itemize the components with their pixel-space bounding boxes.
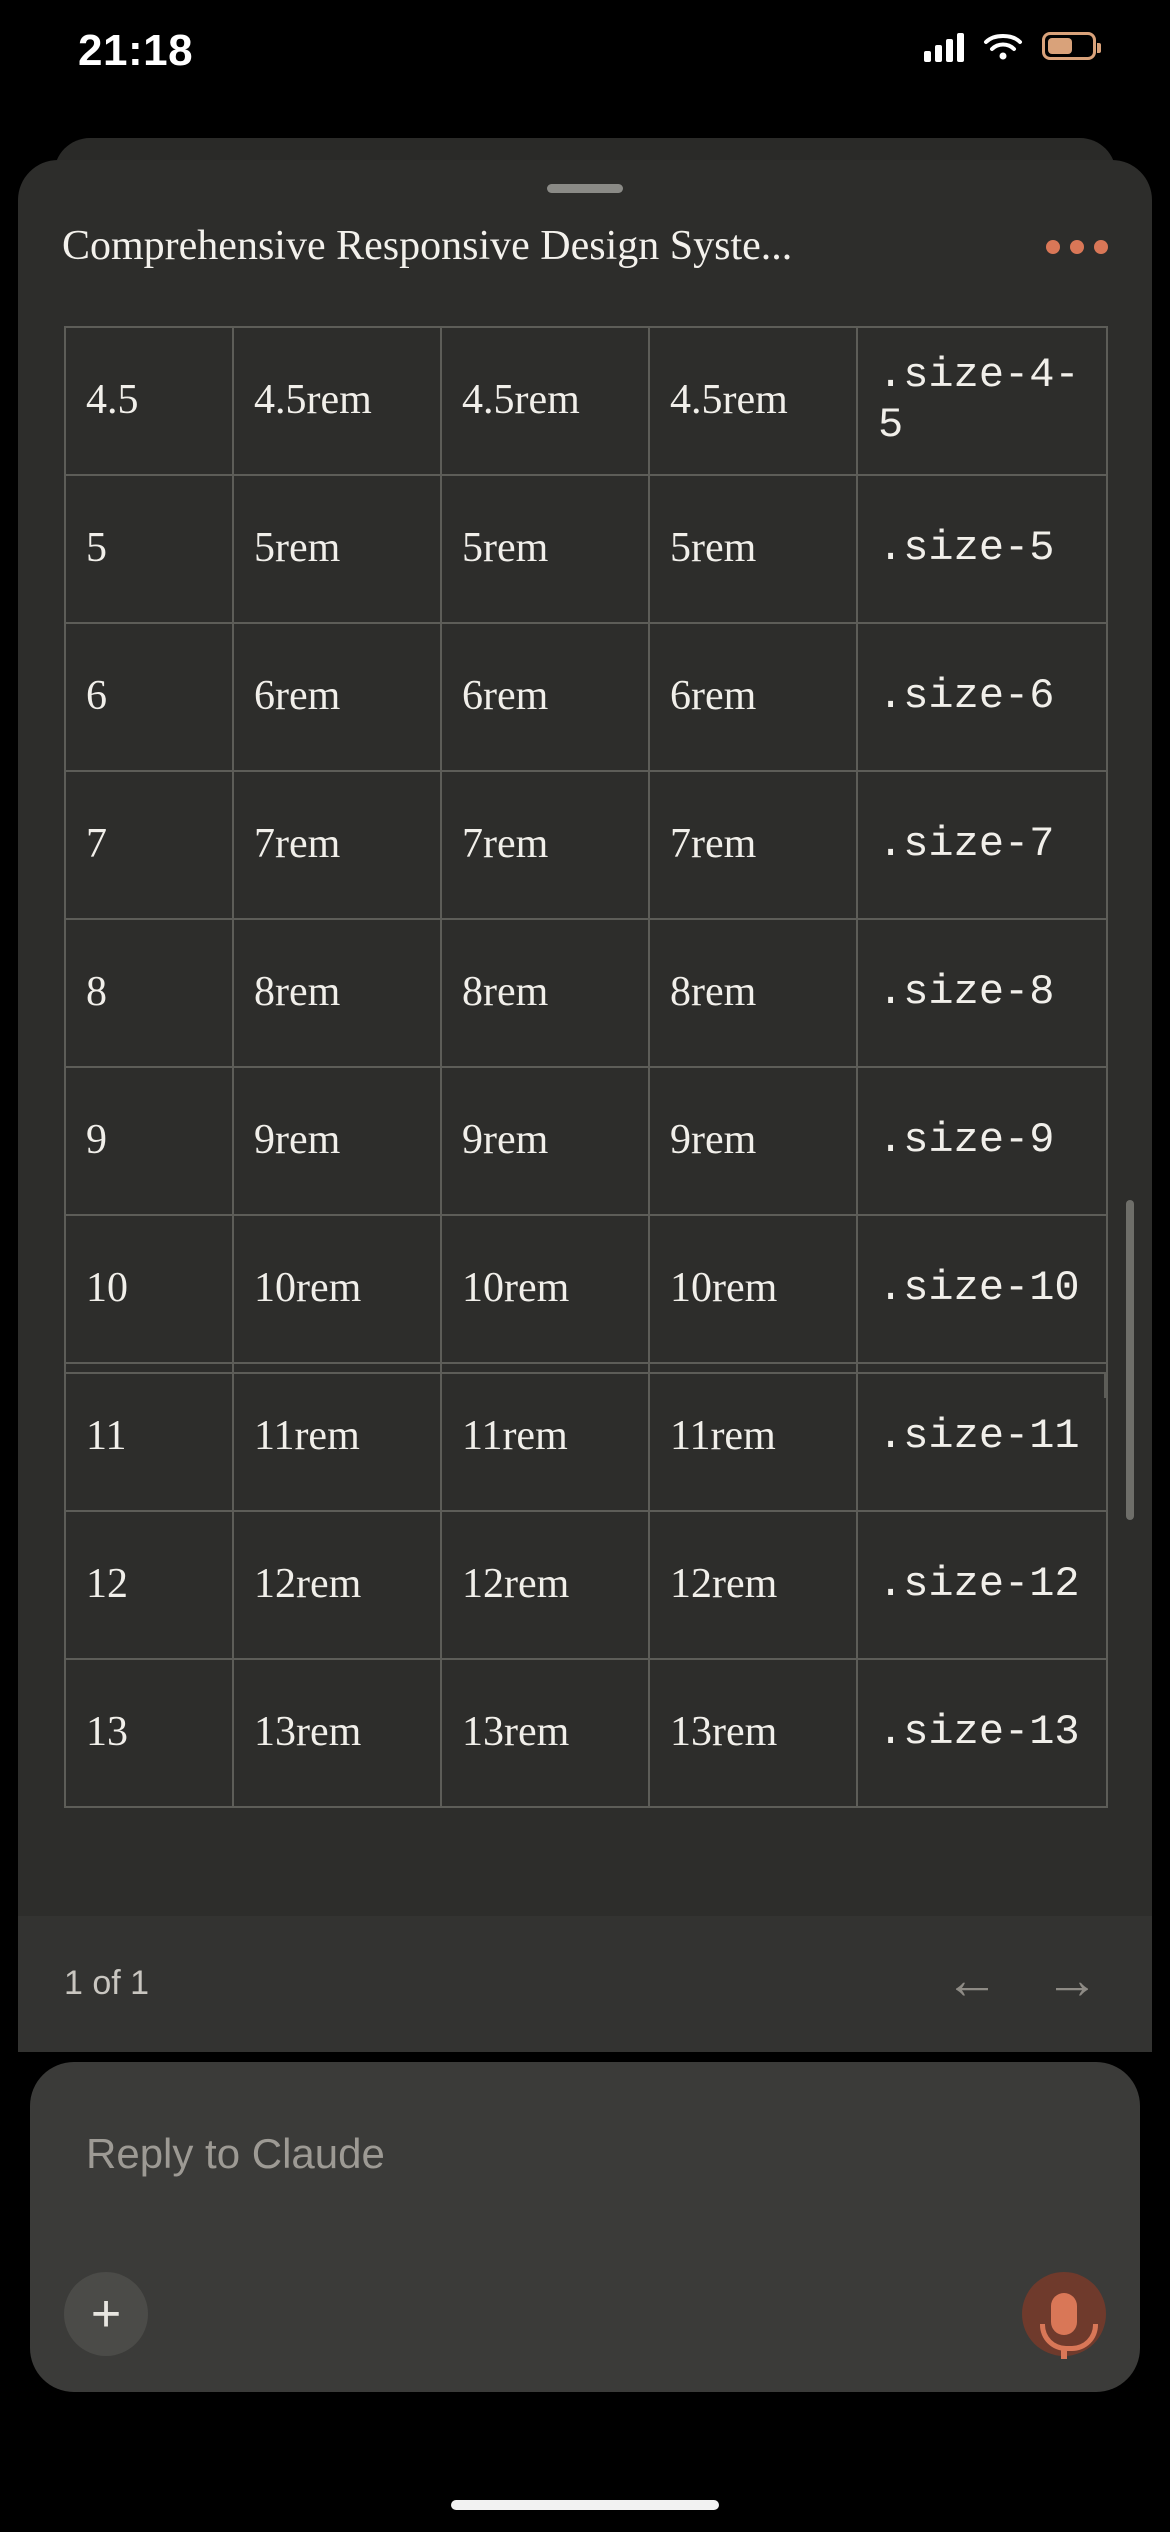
cell-rem-c: 10rem [649,1215,857,1363]
more-options-button[interactable] [1046,240,1108,254]
table-row [65,1659,1107,1807]
cell-rem-b: 11rem [441,1363,649,1511]
cell-rem-b: 7rem [441,771,649,919]
document-body[interactable] [64,326,1106,1757]
document-preview-sheet [18,160,1152,2050]
cell-value: 5 [65,475,233,623]
home-indicator[interactable] [451,2500,719,2510]
message-composer[interactable] [30,2062,1140,2392]
cell-rem-c: 8rem [649,919,857,1067]
cell-value: 10 [65,1215,233,1363]
cell-rem-c: 7rem [649,771,857,919]
cell-class: .size-8 [857,919,1107,1067]
add-attachment-button[interactable]: + [64,2272,148,2356]
cell-rem-b: 10rem [441,1215,649,1363]
cell-rem-c: 13rem [649,1659,857,1807]
cell-class: .size-11 [857,1363,1107,1511]
cell-rem-c: 4.5rem [649,327,857,475]
cellular-signal-icon [924,30,964,62]
cell-class: .size-13 [857,1659,1107,1807]
cell-class: .size-6 [857,623,1107,771]
cell-value: 4.5 [65,327,233,475]
table-row [65,771,1107,919]
status-bar-icons [924,30,1096,62]
size-scale-table [64,326,1108,1808]
cell-value: 7 [65,771,233,919]
reply-input[interactable]: Reply to Claude [86,2130,385,2177]
table-row [65,1215,1107,1363]
cell-value: 6 [65,623,233,771]
cell-rem-b: 12rem [441,1511,649,1659]
cell-rem-c: 5rem [649,475,857,623]
cell-rem-a: 5rem [233,475,441,623]
cell-value: 9 [65,1067,233,1215]
cell-class: .size-7 [857,771,1107,919]
table-body [65,327,1107,1807]
cell-rem-c: 6rem [649,623,857,771]
sheet-grabber-handle[interactable] [547,184,623,193]
cell-rem-b: 8rem [441,919,649,1067]
document-scrollbar[interactable] [1126,1200,1134,1520]
cell-rem-b: 9rem [441,1067,649,1215]
cell-rem-b: 6rem [441,623,649,771]
cell-rem-c: 9rem [649,1067,857,1215]
cell-class: .size-5 [857,475,1107,623]
cell-rem-a: 12rem [233,1511,441,1659]
cell-value: 8 [65,919,233,1067]
cell-rem-a: 8rem [233,919,441,1067]
cell-rem-c: 11rem [649,1363,857,1511]
previous-page-button[interactable]: ← [945,1950,999,2010]
cell-rem-b: 5rem [441,475,649,623]
table-row-clipped [64,1372,1106,1398]
cell-rem-a: 4.5rem [233,327,441,475]
page-title: Comprehensive Responsive Design Syste... [62,223,793,269]
cell-rem-a: 7rem [233,771,441,919]
table-row [65,1511,1107,1659]
cell-rem-b: 4.5rem [441,327,649,475]
page-count-label: 1 of 1 [64,1964,150,2002]
table-row [65,475,1107,623]
cell-class: .size-9 [857,1067,1107,1215]
cell-rem-c: 12rem [649,1511,857,1659]
dot-icon [1046,240,1060,254]
pager-bar [18,1916,1152,2052]
status-bar [0,0,1170,118]
cell-value: 11 [65,1363,233,1511]
status-bar-clock: 21:18 [78,26,194,75]
cell-class: .size-12 [857,1511,1107,1659]
table-row [65,327,1107,475]
cell-rem-b: 13rem [441,1659,649,1807]
cell-rem-a: 11rem [233,1363,441,1511]
table-row [65,1067,1107,1215]
cell-rem-a: 10rem [233,1215,441,1363]
wifi-icon [982,30,1024,62]
battery-icon [1042,32,1096,60]
microphone-icon [1051,2293,1077,2335]
cell-class: .size-4-5 [857,327,1107,475]
cell-value: 12 [65,1511,233,1659]
next-page-button[interactable]: → [1045,1950,1099,2010]
cell-rem-a: 6rem [233,623,441,771]
cell-class: .size-10 [857,1215,1107,1363]
cell-rem-a: 9rem [233,1067,441,1215]
table-row [65,919,1107,1067]
cell-value: 13 [65,1659,233,1807]
table-row [65,623,1107,771]
dot-icon [1094,240,1108,254]
voice-input-button[interactable] [1022,2272,1106,2356]
dot-icon [1070,240,1084,254]
cell-rem-a: 13rem [233,1659,441,1807]
